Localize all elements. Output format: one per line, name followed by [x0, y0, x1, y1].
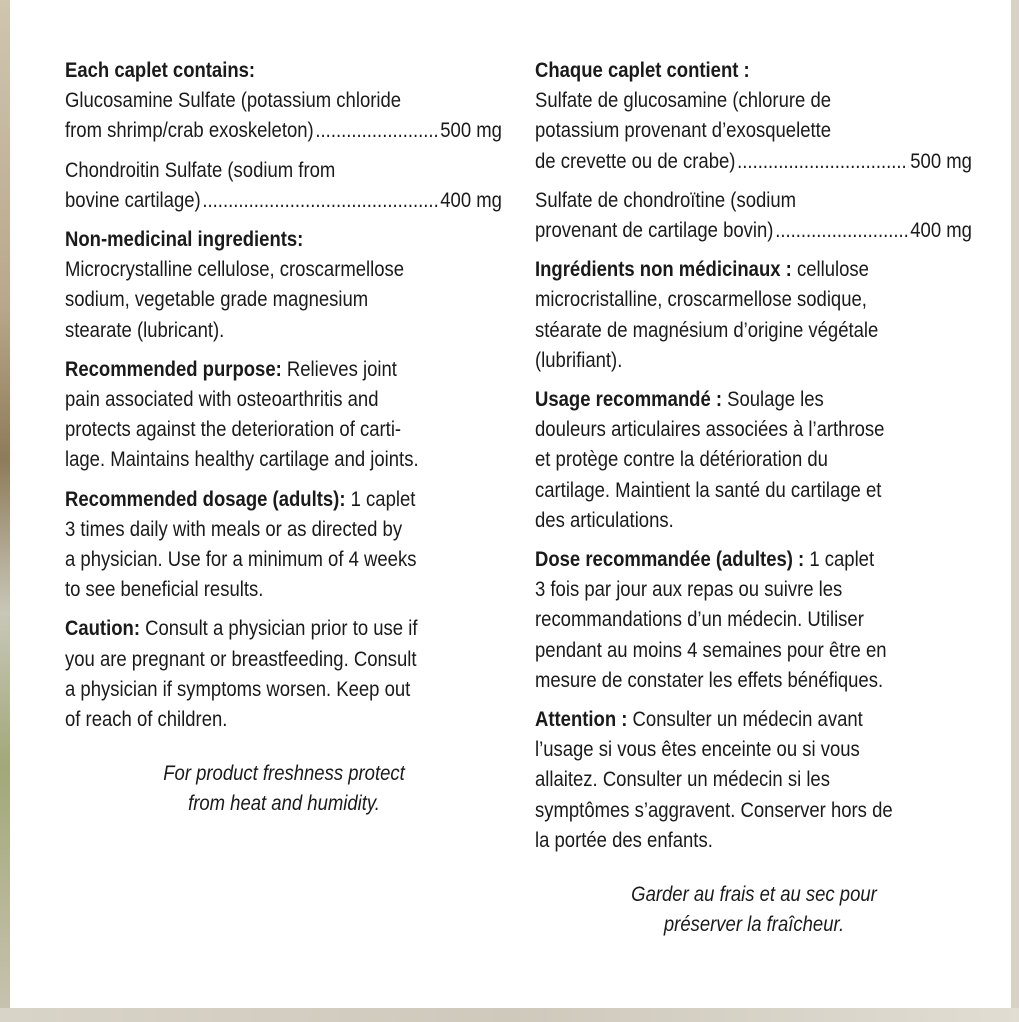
caution-section-fr	[535, 704, 972, 855]
dosage-heading-fr: Dose recommandée (adultes) :	[535, 547, 805, 572]
caution-first-fr: Consulter un médecin avant	[627, 707, 863, 732]
purpose-line-en: pain associated with osteoarthritis and	[65, 387, 379, 412]
storage-note-en	[96, 758, 473, 818]
dosage-line-fr: recommandations d’un médecin. Utiliser	[535, 607, 864, 632]
ingredient-2-amount-row-fr	[535, 215, 972, 245]
non-medicinal-line-en: Microcrystalline cellulose, croscarmellose	[65, 257, 405, 282]
ingredient-1-line-3-fr: de crevette ou de crabe)	[535, 148, 736, 173]
purpose-first-fr: Soulage les	[722, 387, 824, 412]
dosage-first-fr: 1 caplet	[804, 547, 875, 572]
caution-heading-fr: Attention :	[535, 707, 628, 732]
dosage-line-en: to see beneficial results.	[65, 577, 264, 602]
non-medicinal-line-en: sodium, vegetable grade magnesium	[65, 287, 369, 312]
non-medicinal-heading-en: Non-medicinal ingredients:	[65, 227, 304, 252]
non-medicinal-line-fr: stéarate de magnésium d’origine végétale	[535, 317, 879, 342]
ingredient-2-en	[65, 155, 502, 215]
english-column	[65, 55, 503, 828]
caution-section-en	[65, 613, 502, 734]
ingredient-2-line-1-fr: Sulfate de chondroïtine (sodium	[535, 187, 797, 212]
storage-note-line-fr: Garder au frais et au sec pour	[631, 882, 877, 907]
dot-leader	[202, 185, 438, 215]
caution-line-fr: symptômes s’aggravent. Conserver hors de	[535, 797, 893, 822]
purpose-heading-en: Recommended purpose:	[65, 356, 282, 381]
contains-section-fr	[535, 55, 972, 176]
caution-line-en: you are pregnant or breastfeeding. Consult	[65, 646, 417, 671]
non-medicinal-section-fr	[535, 254, 972, 375]
dosage-line-fr: 3 fois par jour aux repas ou suivre les	[535, 577, 843, 602]
caution-line-fr: allaitez. Consulter un médecin si les	[535, 767, 830, 792]
purpose-first-en: Relieves joint	[281, 356, 397, 381]
caution-line-en: a physician if symptoms worsen. Keep out	[65, 676, 411, 701]
dosage-line-en: a physician. Use for a minimum of 4 weeks	[65, 547, 417, 572]
storage-note-line-en: from heat and humidity.	[188, 791, 380, 816]
ingredient-2-fr	[535, 185, 972, 245]
contains-heading-fr: Chaque caplet contient :	[535, 58, 750, 82]
purpose-section-fr	[535, 384, 972, 535]
french-column	[535, 55, 973, 948]
caution-line-en: of reach of children.	[65, 707, 228, 732]
ingredient-2-line-1-en: Chondroitin Sulfate (sodium from	[65, 157, 336, 182]
non-medicinal-line-fr: microcristalline, croscarmellose sodique,	[535, 287, 867, 312]
ingredient-1-amount-en: 500 mg	[440, 118, 502, 143]
purpose-section-en	[65, 354, 502, 475]
purpose-line-fr: des articulations.	[535, 507, 674, 532]
non-medicinal-line-en: stearate (lubricant).	[65, 317, 225, 342]
purpose-line-fr: cartilage. Maintient la santé du cartilage et	[535, 477, 882, 502]
ingredient-1-amount-row-en	[65, 115, 502, 145]
contains-section-en	[65, 55, 502, 146]
ingredient-2-line-2-fr: provenant de cartilage bovin)	[535, 218, 774, 243]
dosage-first-en: 1 caplet	[345, 486, 416, 511]
storage-note-fr	[566, 879, 943, 939]
non-medicinal-section-en	[65, 224, 502, 345]
dot-leader	[775, 215, 908, 245]
ingredient-1-line-1-fr: Sulfate de glucosamine (chlorure de	[535, 88, 832, 113]
dosage-line-en: 3 times daily with meals or as directed by	[65, 516, 403, 541]
storage-note-line-en: For product freshness protect	[163, 761, 405, 786]
caution-first-en: Consult a physician prior to use if	[139, 616, 418, 641]
ingredient-2-line-2-en: bovine cartilage)	[65, 187, 201, 212]
ingredient-1-line-2-fr: potassium provenant d’exosquelette	[535, 118, 832, 143]
storage-note-line-fr: préserver la fraîcheur.	[663, 912, 845, 937]
caution-heading-en: Caution:	[65, 616, 140, 641]
ingredient-2-amount-fr: 400 mg	[910, 218, 972, 243]
dosage-section-fr	[535, 544, 972, 695]
purpose-line-fr: et protège contre la détérioration du	[535, 447, 828, 472]
dosage-line-fr: pendant au moins 4 semaines pour être en	[535, 637, 887, 662]
ingredient-2-amount-en: 400 mg	[440, 187, 502, 212]
non-medicinal-line-fr: (lubrifiant).	[535, 347, 623, 372]
background-edge-left	[0, 0, 10, 1022]
dosage-line-fr: mesure de constater les effets bénéfiques.	[535, 667, 884, 692]
background-edge-bottom	[0, 1008, 1019, 1022]
purpose-line-fr: douleurs articulaires associées à l’arthrose	[535, 417, 885, 442]
non-medicinal-heading-fr: Ingrédients non médicinaux :	[535, 257, 792, 282]
ingredient-1-line-1-en: Glucosamine Sulfate (potassium chloride	[65, 88, 402, 113]
purpose-line-en: protects against the deterioration of carti-	[65, 417, 402, 442]
caution-line-fr: la portée des enfants.	[535, 827, 713, 852]
purpose-heading-fr: Usage recommandé :	[535, 387, 723, 412]
dot-leader	[737, 146, 908, 176]
dosage-section-en	[65, 484, 502, 605]
product-label-panel	[10, 0, 1011, 1008]
ingredient-1-amount-row-fr	[535, 146, 972, 176]
ingredient-1-amount-fr: 500 mg	[910, 148, 972, 173]
caution-line-fr: l’usage si vous êtes enceinte ou si vous	[535, 737, 860, 762]
non-medicinal-first-fr: cellulose	[791, 257, 869, 282]
purpose-line-en: lage. Maintains healthy cartilage and joints.	[65, 447, 419, 472]
ingredient-2-amount-row-en	[65, 185, 502, 215]
dosage-heading-en: Recommended dosage (adults):	[65, 486, 346, 511]
dot-leader	[315, 115, 438, 145]
contains-heading-en: Each caplet contains:	[65, 58, 256, 82]
ingredient-1-line-2-en: from shrimp/crab exoskeleton)	[65, 118, 314, 143]
